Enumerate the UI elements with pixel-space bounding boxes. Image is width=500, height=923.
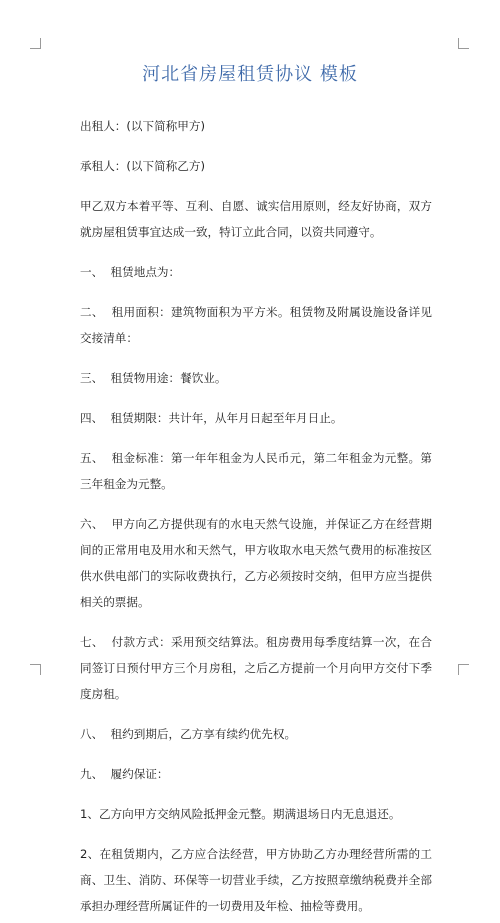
paragraph-lessor: 出租人：(以下简称甲方) xyxy=(80,119,205,133)
document-title: 河北省房屋租赁协议 模板 xyxy=(142,64,358,85)
paragraph-clause-7: 七、 付款方式：采用预交结算法。租房费用每季度结算一次，在合同签订日预付甲方三个月房租，之后乙方提前一个月向甲方交付下季度房租。 xyxy=(80,635,432,701)
paragraph-clause-1: 一、 租赁地点为： xyxy=(80,265,181,279)
paragraph-clause-6: 六、 甲方向乙方提供现有的水电天然气设施，并保证乙方在经营期间的正常用电及用水和天然气，甲方收取水电天然气费用的标准按区供水供电部门的实际收费执行，乙方必须按时交纳，但甲方应当提供相关的票据。 xyxy=(80,517,432,609)
crop-mark-top-right xyxy=(458,38,469,49)
paragraph-clause-3: 三、 租赁物用途：餐饮业。 xyxy=(80,371,227,385)
paragraph-preamble: 甲乙双方本着平等、互利、自愿、诚实信用原则，经友好协商，双方就房屋租赁事宜达成一致，特订立此合同，以资共同遵守。 xyxy=(80,199,432,239)
paragraph-clause-2: 二、 租用面积：建筑物面积为平方米。租赁物及附属设施设备详见交接清单： xyxy=(80,305,432,345)
crop-mark-bottom-right xyxy=(458,664,469,675)
paragraph-clause-8: 八、 租约到期后，乙方享有续约优先权。 xyxy=(80,727,297,741)
document-body xyxy=(80,113,432,923)
paragraph-clause-9-item-1: 1、乙方向甲方交纳风险抵押金元整。期满退场日内无息退还。 xyxy=(80,807,401,821)
paragraph-lessee: 承租人：(以下简称乙方) xyxy=(80,159,205,173)
crop-mark-bottom-left xyxy=(30,664,41,675)
crop-mark-top-left xyxy=(30,38,41,49)
paragraph-clause-4: 四、 租赁期限：共计年，从年月日起至年月日止。 xyxy=(80,411,343,425)
paragraph-clause-5: 五、 租金标准：第一年年租金为人民币元，第二年租金为元整。第三年租金为元整。 xyxy=(80,451,432,491)
paragraph-clause-9-item-2: 2、在租赁期内，乙方应合法经营，甲方协助乙方办理经营所需的工商、卫生、消防、环保等一切营业手续，乙方按照章缴纳税费并全部承担办理经营所属证件的一切费用及年检、抽检等费用。 xyxy=(80,847,432,913)
paragraph-clause-9: 九、 履约保证： xyxy=(80,767,169,781)
